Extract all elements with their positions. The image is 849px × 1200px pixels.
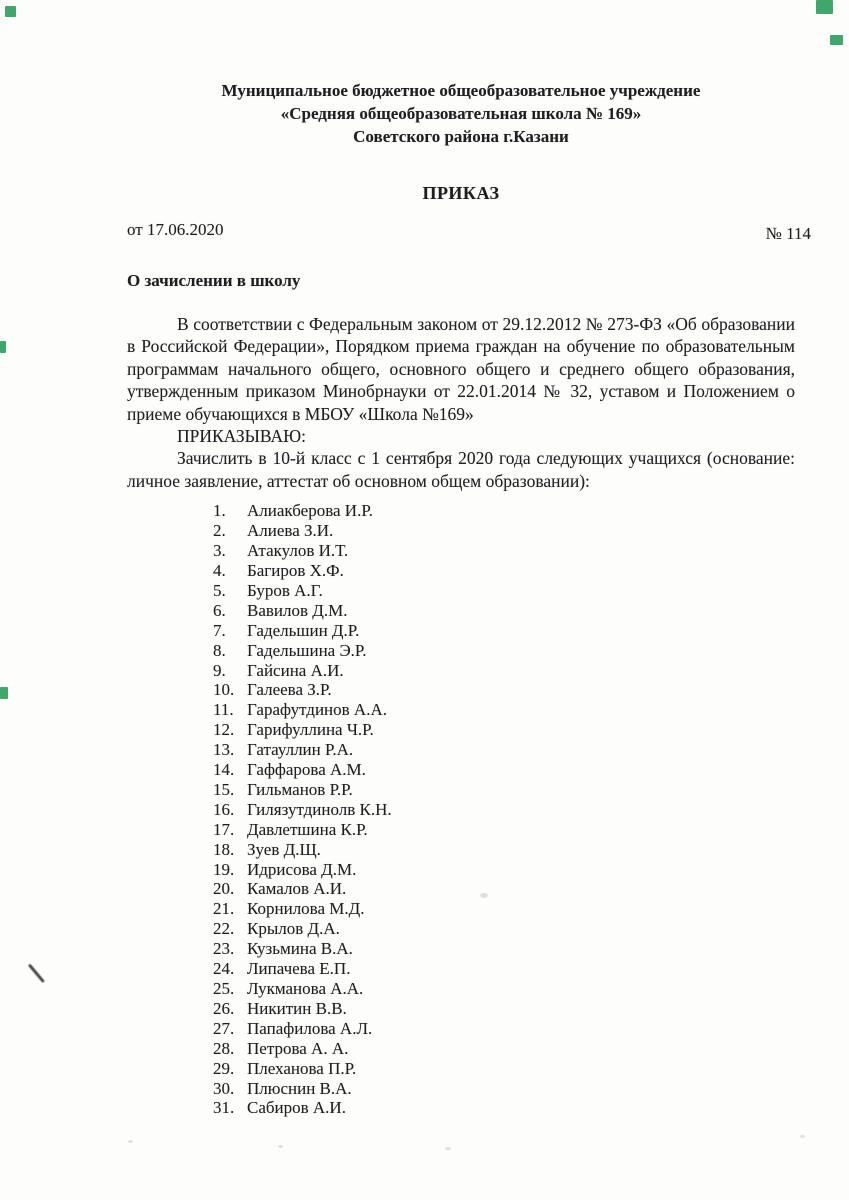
scanner-edge-mark: [830, 35, 843, 45]
student-name: Гильманов Р.Р.: [247, 779, 353, 799]
scan-speck: [445, 1147, 451, 1150]
student-list-item: [213, 999, 795, 1019]
student-list-item: [213, 899, 795, 919]
student-number: 18.: [213, 839, 235, 859]
student-number: 23.: [213, 939, 235, 959]
student-number: 3.: [213, 541, 226, 561]
student-number: 20.: [213, 879, 235, 899]
student-list-item: [213, 521, 795, 541]
student-name: Атакулов И.Т.: [247, 541, 349, 561]
student-list-item: [213, 820, 795, 840]
student-list-item: [213, 601, 795, 621]
student-number: 26.: [213, 998, 235, 1018]
organization-name-line: Советского района г.Казани: [353, 127, 569, 146]
student-name: Гайсина А.И.: [247, 660, 344, 680]
student-name: Папафилова А.Л.: [247, 1018, 373, 1038]
student-number: 24.: [213, 959, 235, 979]
student-number: 11.: [213, 700, 234, 720]
scan-speck: [800, 1135, 805, 1138]
student-number: 14.: [213, 760, 235, 780]
scanner-edge-mark: [5, 6, 16, 17]
student-list-item: [213, 1059, 795, 1079]
student-name: Гилязутдинолв К.Н.: [247, 799, 392, 819]
student-list-item: [213, 561, 795, 581]
organization-name-line: «Средняя общеобразовательная школа № 169»: [280, 104, 642, 123]
student-name: Никитин В.В.: [247, 998, 347, 1018]
student-list-item: [213, 641, 795, 661]
student-name: Крылов Д.А.: [247, 919, 340, 939]
student-list-item: [213, 740, 795, 760]
order-paragraph: Зачислить в 10-й класс с 1 сентября 2020 года следующих учащихся (основание: личное заявление, аттестат об основном общем образовании):: [127, 448, 795, 491]
document-title: ПРИКАЗ: [422, 183, 500, 203]
student-number: 7.: [213, 620, 226, 640]
student-list-item: [213, 720, 795, 740]
student-number: 28.: [213, 1038, 235, 1058]
student-list-item: [213, 621, 795, 641]
student-number: 10.: [213, 680, 235, 700]
student-name: Буров А.Г.: [247, 580, 323, 600]
document-number: № 114: [765, 224, 811, 243]
student-number: 17.: [213, 819, 235, 839]
student-number: 2.: [213, 521, 226, 541]
student-list-item: [213, 919, 795, 939]
document-content: [127, 0, 811, 1118]
student-list-item: [213, 840, 795, 860]
student-list: [127, 501, 795, 1118]
student-name: Зуев Д.Щ.: [247, 839, 321, 859]
scanner-edge-mark: [0, 341, 6, 353]
document-date: от 17.06.2020: [127, 220, 224, 239]
student-name: Давлетшина К.Р.: [247, 819, 368, 839]
student-name: Гадельшин Д.Р.: [247, 620, 360, 640]
document-subject: О зачислении в школу: [127, 271, 301, 290]
student-number: 13.: [213, 740, 235, 760]
student-name: Алиева З.И.: [247, 521, 334, 541]
student-list-item: [213, 979, 795, 999]
student-list-item: [213, 700, 795, 720]
student-list-item: [213, 780, 795, 800]
student-list-item: [213, 879, 795, 899]
student-name: Плеханова П.Р.: [247, 1058, 357, 1078]
student-number: 22.: [213, 919, 235, 939]
intro-paragraph: В соответствии с Федеральным законом от 29.12.2012 № 273-ФЗ «Об образовании в Российской Федерации», Порядком приема граждан на обучение по образовательным программам начального общего, основного общего и среднего общего образования, утвержденным приказом Минобрнауки от 22.01.2014 № 32, уставом и Положением о приеме обучающихся в МБОУ «Школа №169»: [127, 314, 795, 424]
student-list-item: [213, 939, 795, 959]
student-list-item: [213, 501, 795, 521]
student-name: Сабиров А.И.: [247, 1098, 346, 1118]
student-number: 1.: [213, 501, 226, 521]
student-list-item: [213, 760, 795, 780]
student-name: Лукманова А.А.: [247, 979, 364, 998]
scan-speck: [128, 1140, 133, 1143]
student-name: Корнилова М.Д.: [247, 899, 365, 919]
student-number: 8.: [213, 640, 226, 660]
student-number: 9.: [213, 660, 226, 680]
scanner-edge-mark: [816, 0, 833, 14]
student-name: Гаффарова А.М.: [247, 760, 366, 780]
student-list-item: [213, 581, 795, 601]
student-number: 21.: [213, 899, 235, 919]
document-meta-row: [127, 220, 811, 243]
student-number: 5.: [213, 580, 226, 600]
student-name: Гадельшина Э.Р.: [247, 640, 367, 660]
student-number: 27.: [213, 1018, 235, 1038]
student-number: 16.: [213, 799, 235, 819]
student-number: 15.: [213, 779, 235, 799]
student-name: Кузьмина В.А.: [247, 939, 353, 959]
student-name: Алиакберова И.Р.: [247, 501, 373, 521]
student-name: Гарифуллина Ч.Р.: [247, 720, 374, 740]
student-number: 6.: [213, 600, 226, 620]
student-name: Галеева З.Р.: [247, 680, 332, 700]
student-list-item: [213, 1079, 795, 1099]
student-number: 25.: [213, 979, 235, 998]
student-list-item: [213, 959, 795, 979]
student-list-item: [213, 1098, 795, 1118]
scan-speck: [278, 1145, 283, 1148]
student-list-item: [213, 860, 795, 880]
student-number: 19.: [213, 859, 235, 879]
student-name: Идрисова Д.М.: [247, 859, 357, 879]
student-list-item: [213, 541, 795, 561]
student-list-item: [213, 661, 795, 681]
student-name: Плюснин В.А.: [247, 1078, 352, 1098]
student-name: Камалов А.И.: [247, 879, 347, 899]
scanner-edge-mark: [0, 687, 8, 699]
student-name: Петрова А. А.: [247, 1038, 349, 1058]
student-number: 30.: [213, 1078, 235, 1098]
student-list-item: [213, 1019, 795, 1039]
student-name: Гарафутдинов А.А.: [247, 700, 387, 720]
student-number: 29.: [213, 1058, 235, 1078]
student-list-item: [213, 800, 795, 820]
student-number: 31.: [213, 1098, 235, 1118]
student-name: Липачева Е.П.: [247, 959, 351, 979]
student-name: Багиров Х.Ф.: [247, 560, 344, 580]
student-number: 4.: [213, 560, 226, 580]
handwritten-pen-stroke: [28, 964, 45, 984]
student-number: 12.: [213, 720, 235, 740]
command-label: ПРИКАЗЫВАЮ:: [177, 426, 306, 447]
student-list-item: [213, 1039, 795, 1059]
organization-header: [127, 0, 795, 148]
student-list-item: [213, 680, 795, 700]
student-name: Гатауллин Р.А.: [247, 740, 354, 760]
organization-name-line: Муниципальное бюджетное общеобразовательное учреждение: [221, 81, 701, 100]
student-name: Вавилов Д.М.: [247, 600, 348, 620]
document-body: [127, 313, 795, 492]
